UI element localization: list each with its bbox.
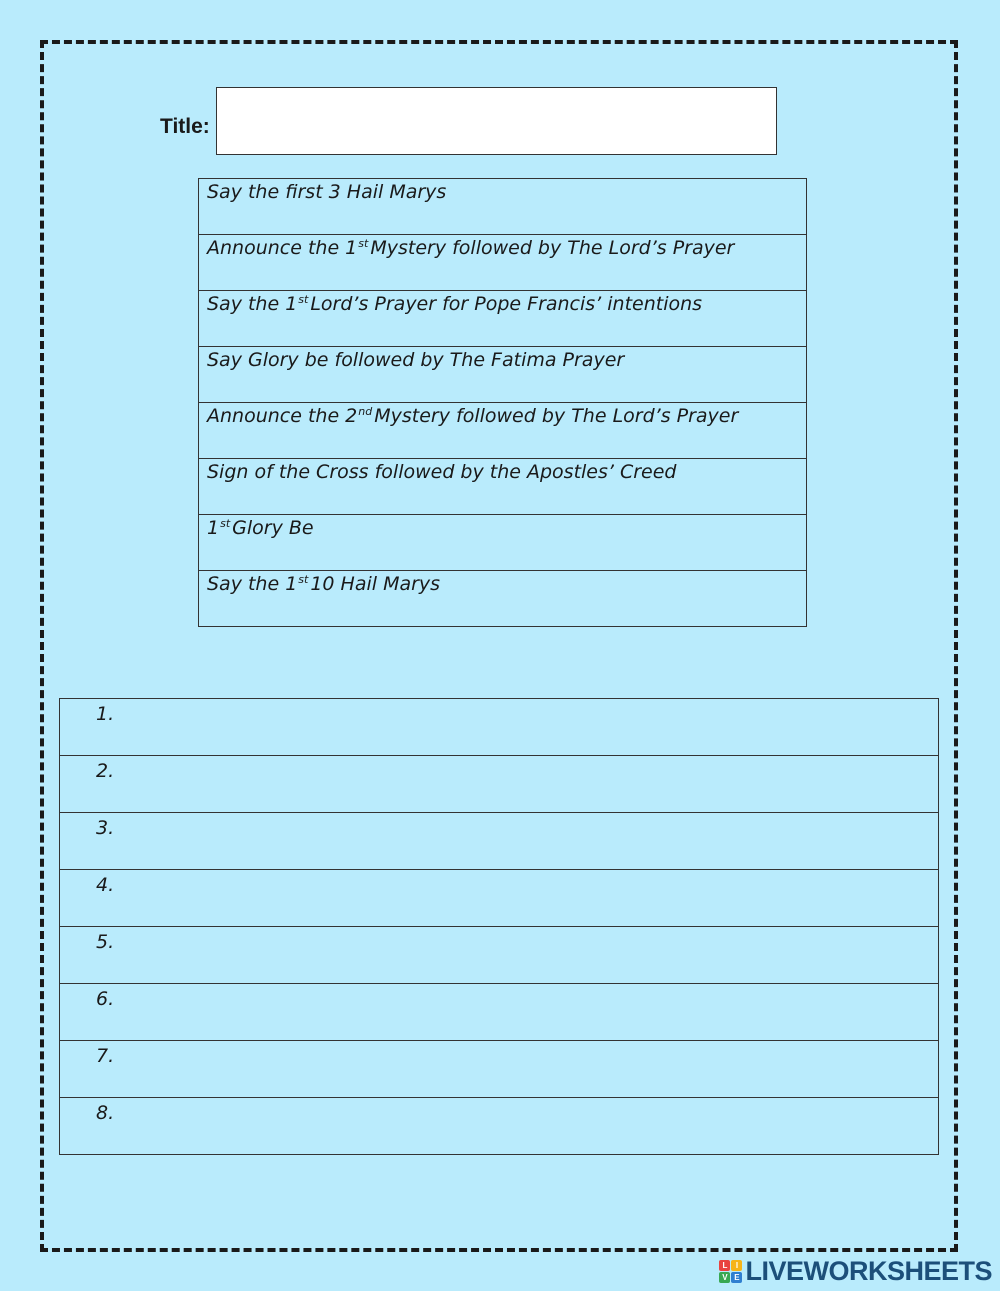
step-row-6 [198,458,807,515]
answer-row-8 [59,1097,939,1155]
step-text: Say the 1 [207,573,298,595]
answer-number: 1. [96,703,115,725]
answer-row-6 [59,983,939,1041]
answer-number: 2. [96,760,115,782]
step-row-3 [198,290,807,347]
step-text: Sign of the Cross followed by the Apostles’ Creed [207,461,677,483]
title-label: Title: [160,115,210,138]
answer-drop-zone-7[interactable] [124,1045,902,1085]
step-text: Mystery followed by The Lord’s Prayer [370,237,735,259]
answer-drop-zone-4[interactable] [124,874,902,914]
answer-drop-zone-3[interactable] [124,817,902,857]
answer-drop-zone-6[interactable] [124,988,902,1028]
answer-number: 7. [96,1045,115,1067]
step-text: Mystery followed by The Lord’s Prayer [374,405,739,427]
step-superscript: st [298,293,309,306]
step-row-1 [198,178,807,235]
answer-number: 5. [96,931,115,953]
step-text: Say Glory be followed by The Fatima Prayer [207,349,625,371]
step-row-8 [198,570,807,627]
steps-table [198,178,807,627]
answer-drop-zone-2[interactable] [124,760,902,800]
step-text: Glory Be [232,517,314,539]
answer-number: 6. [96,988,115,1010]
logo-tile: E [731,1272,742,1283]
step-text: Lord’s Prayer for Pope Francis’ intentions [310,293,703,315]
answer-row-2 [59,755,939,813]
step-superscript: nd [358,405,373,418]
answers-table [59,698,939,1155]
answer-number: 4. [96,874,115,896]
step-text: Announce the 2 [207,405,358,427]
answer-drop-zone-1[interactable] [124,703,902,743]
answer-number: 8. [96,1102,115,1124]
title-input[interactable] [216,87,777,155]
logo-tile: I [731,1260,742,1271]
step-text: 10 Hail Marys [310,573,441,595]
answer-row-4 [59,869,939,927]
step-text: Say the 1 [207,293,298,315]
answer-row-1 [59,698,939,756]
step-row-5 [198,402,807,459]
step-text: Say the first 3 Hail Marys [207,181,447,203]
answer-number: 3. [96,817,115,839]
answer-drop-zone-8[interactable] [124,1102,902,1142]
step-superscript: st [358,237,369,250]
logo-tile: L [719,1260,730,1271]
answer-row-5 [59,926,939,984]
answer-row-7 [59,1040,939,1098]
step-text: Announce the 1 [207,237,358,259]
brand-text: LIVEWORKSHEETS [745,1256,992,1286]
step-row-2 [198,234,807,291]
logo-tile: V [719,1272,730,1283]
step-text: 1 [207,517,220,539]
step-row-7 [198,514,807,571]
liveworksheets-brand[interactable] [719,1256,992,1287]
answer-row-3 [59,812,939,870]
step-superscript: st [298,573,309,586]
answer-drop-zone-5[interactable] [124,931,902,971]
step-row-4 [198,346,807,403]
step-superscript: st [220,517,231,530]
liveworksheets-logo-icon [719,1260,742,1283]
